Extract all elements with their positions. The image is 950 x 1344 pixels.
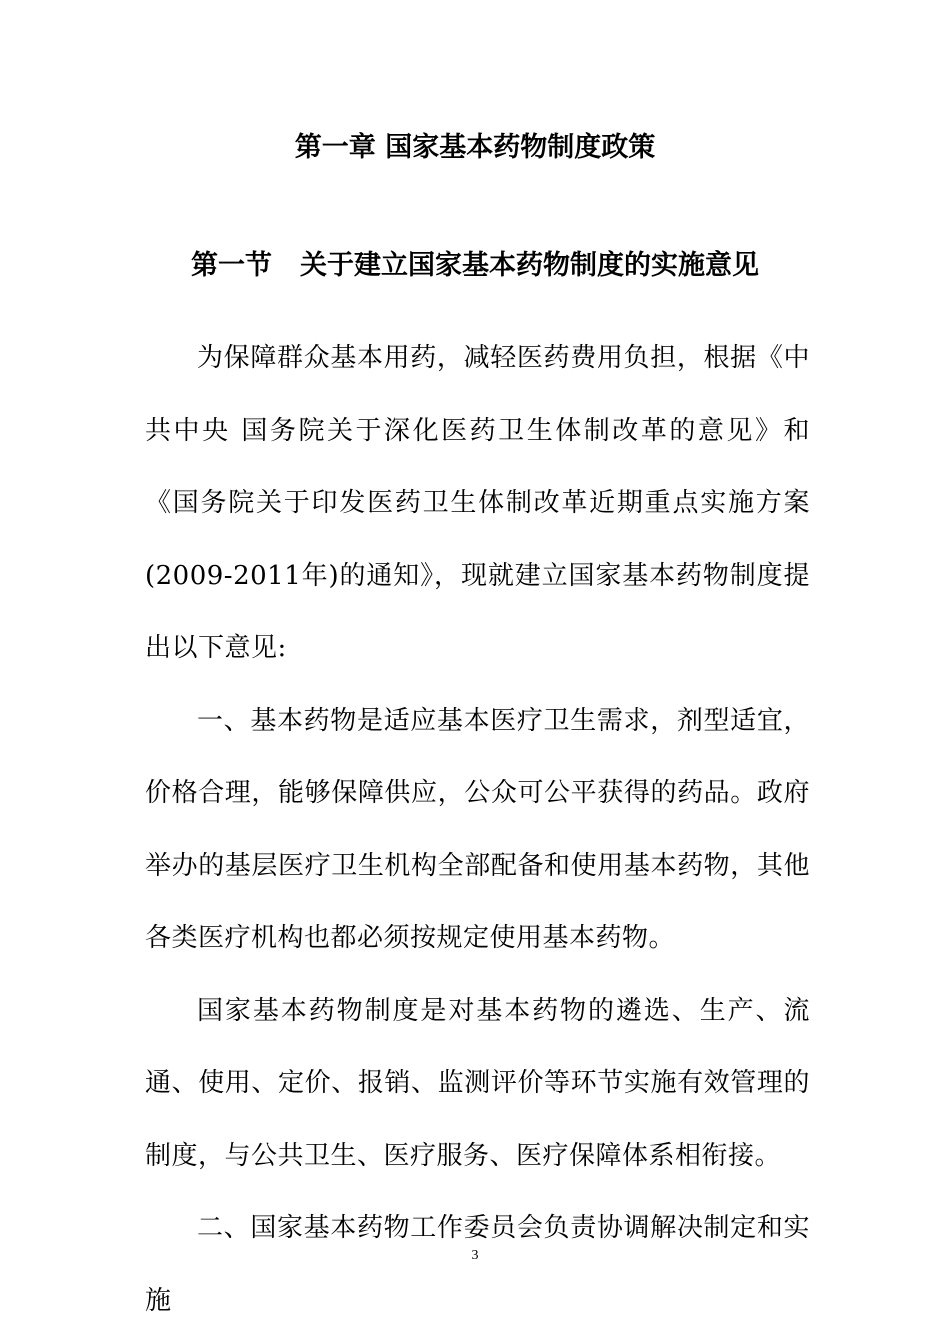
paragraph: 一、基本药物是适应基本医疗卫生需求，剂型适宜，价格合理，能够保障供应，公众可公平获得的药品。政府举办的基层医疗卫生机构全部配备和使用基本药物，其他各类医疗机构也都必须按规定使用基本药物。 bbox=[145, 705, 810, 953]
page-number: 3 bbox=[471, 1248, 479, 1263]
section-number: 第一节 bbox=[191, 250, 272, 281]
paragraph: 为保障群众基本用药，减轻医药费用负担，根据《中共中央 国务院关于深化医药卫生体制改革的意见》和《国务院关于印发医药卫生体制改革近期重点实施方案(2009-2011年)的通知》，现就建立国家基本药物制度提出以下意见: bbox=[145, 343, 810, 663]
paragraph: 国家基本药物制度是对基本药物的遴选、生产、流通、使用、定价、报销、监测评价等环节实施有效管理的制度，与公共卫生、医疗服务、医疗保障体系相衔接。 bbox=[145, 995, 810, 1171]
chapter-title: 第一章 国家基本药物制度政策 bbox=[294, 132, 656, 163]
section-title-text: 关于建立国家基本药物制度的实施意见 bbox=[300, 250, 759, 281]
paragraph: 二、国家基本药物工作委员会负责协调解决制定和实施 bbox=[145, 1213, 810, 1316]
body-text bbox=[145, 322, 810, 1337]
section-title bbox=[0, 246, 950, 286]
